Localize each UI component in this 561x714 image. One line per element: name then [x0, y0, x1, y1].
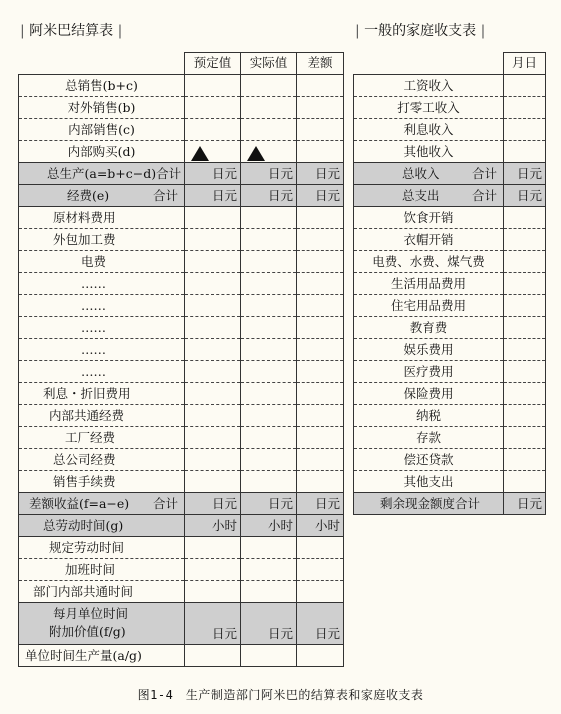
total-label: 合计 — [156, 165, 182, 181]
table-row — [354, 250, 546, 272]
row-label: 打零工收入 — [354, 96, 504, 118]
right-table-title: | 一般的家庭收支表 | — [355, 23, 486, 39]
row-label: 差额收益(f=a−e) — [29, 495, 130, 511]
row-label: 饮食开销 — [354, 206, 504, 228]
triangle-marker-icon — [191, 146, 209, 161]
table-row — [19, 118, 344, 140]
header-date: 月日 — [504, 53, 546, 75]
table-row — [19, 382, 344, 404]
row-label: …… — [19, 360, 185, 382]
household-budget-table — [353, 52, 546, 515]
row-label: 工资收入 — [354, 74, 504, 96]
table-row — [354, 294, 546, 316]
table-row — [19, 250, 344, 272]
table-row — [19, 360, 344, 382]
table-row — [354, 470, 546, 492]
table-row — [354, 338, 546, 360]
row-label: 总劳动时间(g) — [19, 514, 185, 536]
row-label: 对外销售(b) — [19, 96, 185, 118]
row-label: 其他支出 — [354, 470, 504, 492]
row-label: …… — [19, 316, 185, 338]
row-label: 保险费用 — [354, 382, 504, 404]
table-row — [19, 470, 344, 492]
table-row — [354, 448, 546, 470]
table-row — [354, 140, 546, 162]
table-row — [354, 228, 546, 250]
table-row: 经费(e) 合计 日元 日元 日元 — [19, 184, 344, 206]
header-actual: 实际值 — [241, 53, 297, 75]
table-row: 总收入 合计 日元 — [354, 162, 546, 184]
table-row — [19, 228, 344, 250]
table-row — [19, 272, 344, 294]
row-label: 原材料费用 — [19, 206, 185, 228]
row-label: …… — [19, 272, 185, 294]
row-label-line1: 每月单位时间 — [53, 606, 129, 621]
row-label: 存款 — [354, 426, 504, 448]
row-label: 利息・折旧费用 — [19, 382, 185, 404]
row-label: 外包加工费 — [19, 228, 185, 250]
row-label: 衣帽开销 — [354, 228, 504, 250]
total-label: 合计 — [471, 165, 497, 181]
total-label: 合计 — [152, 187, 178, 203]
row-label: …… — [19, 294, 185, 316]
row-label: 总收入 — [402, 165, 440, 181]
triangle-marker-icon — [247, 146, 265, 161]
row-label: 规定劳动时间 — [19, 536, 185, 558]
table-row: 剩余现金额度合计 日元 — [354, 492, 546, 514]
row-label: 部门内部共通时间 — [19, 580, 185, 602]
row-label: 内部销售(c) — [19, 118, 185, 140]
header-planned: 预定值 — [185, 53, 241, 75]
table-row: 总劳动时间(g) 小时 小时 小时 — [19, 514, 344, 536]
table-row — [19, 404, 344, 426]
total-label: 合计 — [152, 495, 178, 511]
row-label: 电费、水费、煤气费 — [354, 250, 504, 272]
row-label: 住宅用品费用 — [354, 294, 504, 316]
table-row: 差额收益(f=a−e) 合计 日元 日元 日元 — [19, 492, 344, 514]
table-row — [19, 536, 344, 558]
table-row: 总支出 合计 日元 — [354, 184, 546, 206]
table-row — [19, 74, 344, 96]
row-label: 其他收入 — [354, 140, 504, 162]
table-header-row — [19, 53, 344, 75]
row-label: 经费(e) — [67, 187, 110, 203]
amoeba-settlement-table — [18, 52, 344, 667]
table-row — [19, 448, 344, 470]
table-row — [354, 206, 546, 228]
table-row — [354, 96, 546, 118]
row-label: 剩余现金额度合计 — [354, 492, 504, 514]
table-row — [19, 580, 344, 602]
table-row — [19, 294, 344, 316]
table-row — [19, 206, 344, 228]
table-row — [19, 426, 344, 448]
table-row — [354, 118, 546, 140]
row-label-line2: 附加价值(f/g) — [49, 624, 126, 639]
table-row — [19, 140, 344, 162]
row-label: 总生产(a=b+c−d) — [47, 165, 157, 181]
row-label: 偿还贷款 — [354, 448, 504, 470]
table-row — [19, 96, 344, 118]
row-label: …… — [19, 338, 185, 360]
table-row — [354, 404, 546, 426]
table-row — [354, 74, 546, 96]
total-label: 合计 — [471, 187, 497, 203]
row-label: 总公司经费 — [19, 448, 185, 470]
table-row — [19, 338, 344, 360]
header-difference: 差额 — [297, 53, 344, 75]
row-label: 加班时间 — [19, 558, 185, 580]
row-label: 内部共通经费 — [19, 404, 185, 426]
row-label: 教育费 — [354, 316, 504, 338]
row-label: 娱乐费用 — [354, 338, 504, 360]
row-label: 单位时间生产量(a/g) — [19, 644, 185, 666]
table-row — [354, 272, 546, 294]
table-row: 每月单位时间 附加价值(f/g) 日元 日元 日元 — [19, 602, 344, 644]
table-row — [354, 426, 546, 448]
row-label: 生活用品费用 — [354, 272, 504, 294]
figure-caption: 图1-4 生产制造部门阿米巴的结算表和家庭收支表 — [137, 688, 424, 702]
left-table-title: | 阿米巴结算表 | — [20, 23, 123, 39]
table-header-row — [354, 53, 546, 75]
row-label: 电费 — [19, 250, 185, 272]
row-label: 内部购买(d) — [19, 140, 185, 162]
table-row — [19, 558, 344, 580]
table-row — [354, 382, 546, 404]
row-label: 总销售(b+c) — [19, 74, 185, 96]
table-row — [19, 644, 344, 666]
table-row — [354, 360, 546, 382]
table-row: 总生产(a=b+c−d) 合计 日元 日元 日元 — [19, 162, 344, 184]
table-row — [19, 316, 344, 338]
row-label: 纳税 — [354, 404, 504, 426]
row-label: 工厂经费 — [19, 426, 185, 448]
row-label: 销售手续费 — [19, 470, 185, 492]
table-row — [354, 316, 546, 338]
row-label: 总支出 — [402, 187, 440, 203]
row-label: 医疗费用 — [354, 360, 504, 382]
row-label: 利息收入 — [354, 118, 504, 140]
